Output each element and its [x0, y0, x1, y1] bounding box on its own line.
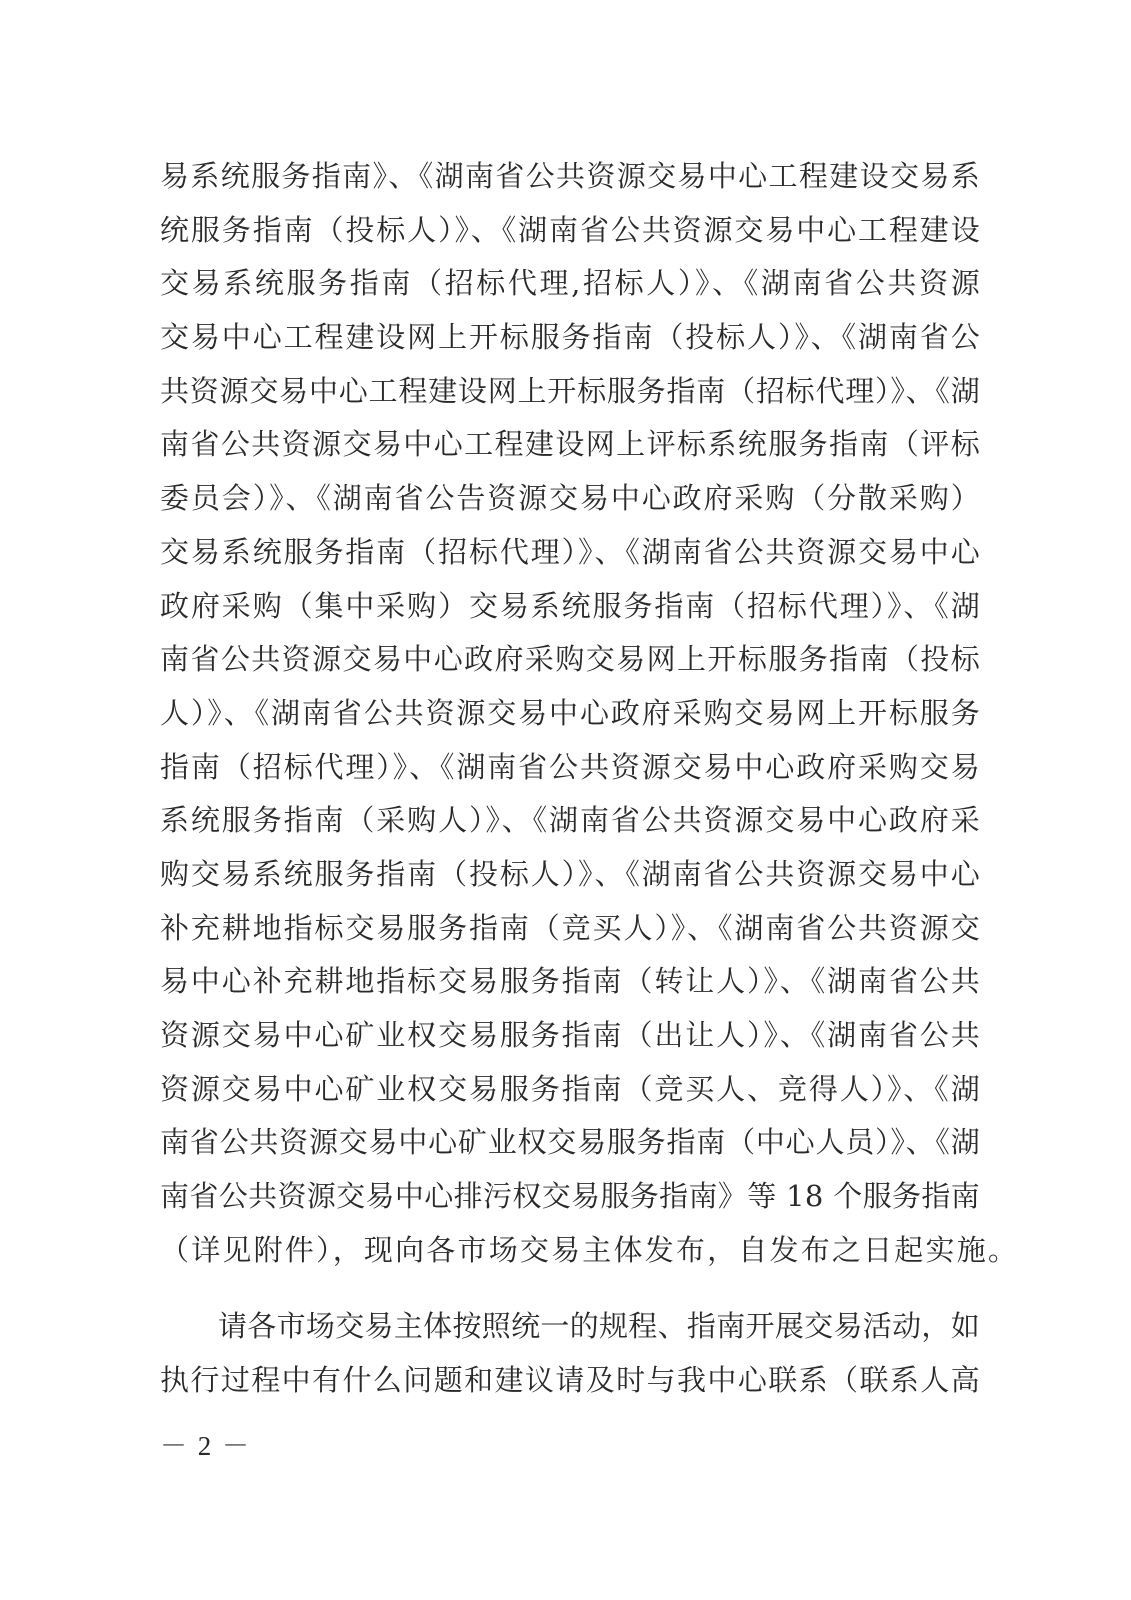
paragraph-line: 统服务指南（投标人）》、《湖南省公共资源交易中心工程建设	[160, 212, 980, 247]
paragraph-line: 购交易系统服务指南（投标人）》、《湖南省公共资源交易中心	[160, 856, 980, 891]
paragraph-line: 南省公共资源交易中心排污权交易服务指南》等 18 个服务指南	[160, 1179, 980, 1214]
paragraph-line: 南省公共资源交易中心工程建设网上评标系统服务指南（评标	[160, 427, 980, 462]
paragraph-line: 人）》、《湖南省公共资源交易中心政府采购交易网上开标服务	[160, 695, 980, 730]
paragraph-line: 请各市场交易主体按照统一的规程、指南开展交易活动，如	[218, 1309, 980, 1343]
paragraph-line: 系统服务指南（采购人）》、《湖南省公共资源交易中心政府采	[160, 803, 980, 838]
paragraph-line: 委员会）》、《湖南省公告资源交易中心政府采购（分散采购）	[160, 481, 980, 516]
paragraph-line: 政府采购（集中采购）交易系统服务指南（招标代理）》、《湖	[160, 588, 980, 623]
paragraph-line: 补充耕地指标交易服务指南（竞买人）》、《湖南省公共资源交	[160, 910, 980, 945]
paragraph-line: 南省公共资源交易中心政府采购交易网上开标服务指南（投标	[160, 642, 980, 677]
paragraph-line: 交易系统服务指南（招标代理,招标人）》、《湖南省公共资源	[160, 266, 980, 301]
paragraph-line: 交易中心工程建设网上开标服务指南（投标人）》、《湖南省公	[160, 320, 980, 355]
paragraph-line: 共资源交易中心工程建设网上开标服务指南（招标代理）》、《湖	[160, 373, 980, 408]
paragraph-line: 资源交易中心矿业权交易服务指南（竞买人、竞得人）》、《湖	[160, 1071, 980, 1106]
paragraph-line: 执行过程中有什么问题和建议请及时与我中心联系（联系人高	[160, 1362, 980, 1397]
paragraph-line: 易中心补充耕地指标交易服务指南（转让人）》、《湖南省公共	[160, 964, 980, 999]
paragraph-line: 指南（招标代理）》、《湖南省公共资源交易中心政府采购交易	[160, 749, 980, 784]
paragraph-line: 南省公共资源交易中心矿业权交易服务指南（中心人员）》、《湖	[160, 1125, 980, 1160]
page-number: － 2 －	[160, 1431, 251, 1461]
paragraph-instructions	[160, 1300, 980, 1407]
paragraph-line: 交易系统服务指南（招标代理）》、《湖南省公共资源交易中心	[160, 534, 980, 569]
paragraph-line: 资源交易中心矿业权交易服务指南（出让人）》、《湖南省公共	[160, 1018, 980, 1052]
paragraph-line: 易系统服务指南》、《湖南省公共资源交易中心工程建设交易系	[160, 159, 980, 193]
paragraph-continuation	[160, 150, 1020, 1277]
paragraph-line: （详见附件），现向各市场交易主体发布，自发布之日起实施。	[160, 1232, 1020, 1267]
